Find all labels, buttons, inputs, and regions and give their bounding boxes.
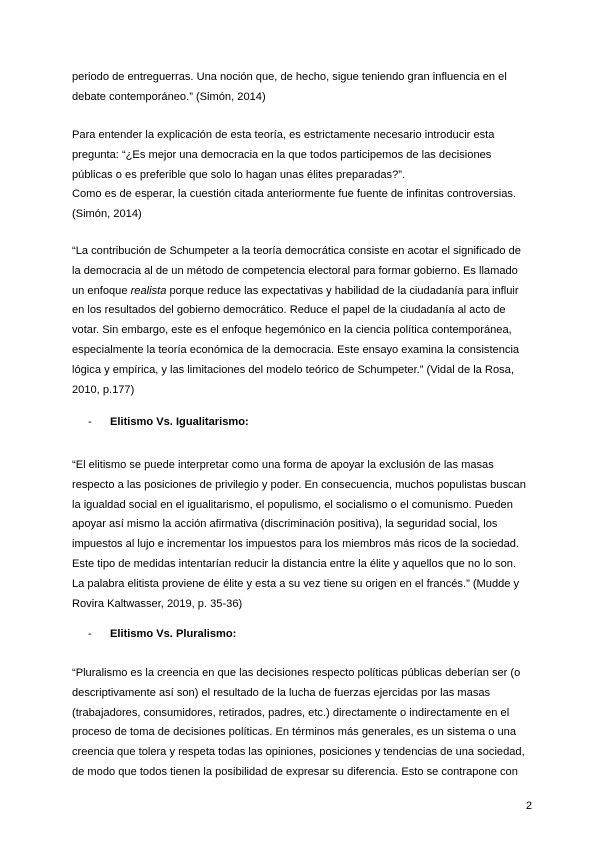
paragraph-line: la igualdad social en el igualitarismo, el populismo, el socialismo o el comunismo. Pueden <box>72 498 513 511</box>
paragraph-line: especialmente la teoría económica de la democracia. Este ensayo examina la consistencia <box>72 343 520 356</box>
section-heading-text: Elitismo Vs. Igualitarismo: <box>110 416 249 428</box>
paragraph-line: apoyar así mismo la acción afirmativa (discriminación positiva), la seguridad social, los <box>72 518 498 531</box>
paragraph-line: proceso de toma de decisiones políticas. En términos más generales, es un sistema o una <box>72 726 516 739</box>
paragraph-line: “Pluralismo es la creencia en que las decisiones respecto políticas públicas deberían ser (o <box>72 667 521 679</box>
paragraph-line: de modo que todos tienen la posibilidad de expresar su diferencia. Esto se contrapone con <box>72 765 518 778</box>
section-heading-text: Elitismo Vs. Pluralismo: <box>110 628 237 640</box>
paragraph-line: impuestos al lujo e incrementar los impuestos para los miembros más ricos de la sociedad. <box>72 538 520 551</box>
paragraph-line: creencia que tolera y respeta todas las opiniones, posiciones y tendencias de una sociedad, <box>72 746 525 759</box>
paragraph-line: Para entender la explicación de esta teoría, es estrictamente necesario introducir esta <box>72 129 495 141</box>
paragraph-line: públicas o es preferible que solo lo hagan unas élites preparadas?”. <box>72 168 406 181</box>
paragraph-line: “El elitismo se puede interpretar como una forma de apoyar la exclusión de las masas <box>72 459 494 471</box>
section-heading-elitismo-pluralismo <box>88 625 508 645</box>
paragraph-5-quote <box>72 664 528 783</box>
paragraph-line: en los resultados del gobierno democrático. Reduce el papel de la ciudadanía al acto de <box>72 304 506 317</box>
paragraph-line: Este tipo de medidas intentarían reducir la distancia entre la élite y aquellos que no lo son. <box>72 557 517 570</box>
paragraph-line: La palabra elitista proviene de élite y esta a su vez tiene su origen en el francés.” (Mudde y <box>72 577 520 590</box>
paragraph-line: pregunta: “¿Es mejor una democracia en la que todos participemos de las decisiones <box>72 148 492 161</box>
paragraph-line: Como es de esperar, la cuestión citada anteriormente fue fuente de infinitas controversias. <box>72 188 516 201</box>
paragraph-line: 2010, p.177) <box>72 383 135 396</box>
page-number: 2 <box>525 800 532 812</box>
paragraph-1 <box>72 68 528 108</box>
paragraph-line: Rovira Kaltwasser, 2019, p. 35-36) <box>72 597 243 610</box>
bullet-dash: - <box>88 628 92 640</box>
paragraph-line: votar. Sin embargo, este es el enfoque hegemónico en la ciencia política contemporánea, <box>72 324 512 337</box>
text-run: porque reduce las expectativas y habilidad de la ciudadanía para influir <box>166 284 519 297</box>
paragraph-3-quote <box>72 242 528 400</box>
italic-term: realista <box>130 284 167 297</box>
paragraph-line: respecto a las posiciones de privilegio y poder. En consecuencia, muchos populistas buscan <box>72 478 526 491</box>
bullet-dash: - <box>88 416 92 428</box>
paragraph-line <box>72 282 528 302</box>
paragraph-line: debate contemporáneo.” (Simón, 2014) <box>72 90 266 103</box>
paragraph-line: (Simón, 2014) <box>72 208 142 221</box>
paragraph-line: lógica y empírica, y las limitaciones del modelo teórico de Schumpeter.” (Vidal de la Rosa, <box>72 363 514 376</box>
text-run: un enfoque <box>72 284 131 297</box>
paragraph-4-quote <box>72 456 528 614</box>
paragraph-2 <box>72 126 528 225</box>
paragraph-line: periodo de entreguerras. Una noción que, de hecho, sigue teniendo gran influencia en el <box>72 71 507 83</box>
section-heading-elitismo-igualitarismo <box>88 413 508 433</box>
paragraph-line: (trabajadores, consumidores, retirados, padres, etc.) directamente o indirectamente en el <box>72 706 510 719</box>
paragraph-line: la democracia al de un método de competencia electoral para formar gobierno. Es llamado <box>72 264 518 277</box>
paragraph-line: “La contribución de Schumpeter a la teoría democrática consiste en acotar el significado de <box>72 245 521 257</box>
paragraph-line: descriptivamente así son) el resultado de la lucha de fuerzas ejercidas por las masas <box>72 686 491 699</box>
